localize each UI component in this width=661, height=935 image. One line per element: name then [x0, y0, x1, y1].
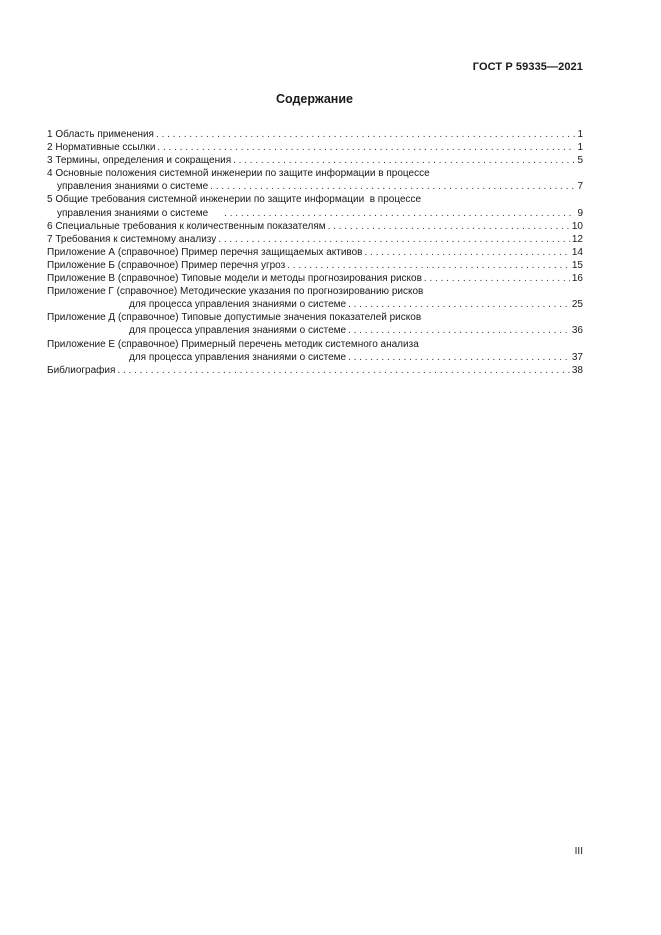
toc-entry-page: 5: [577, 155, 583, 167]
toc-entry[interactable]: [47, 128, 583, 141]
toc-entry[interactable]: [47, 246, 583, 259]
toc-entry-title: Приложение Б (справочное) Пример перечня угроз: [47, 259, 286, 271]
toc-entry[interactable]: [47, 167, 583, 193]
toc-leader-dots: [218, 233, 570, 246]
toc-line: [47, 128, 583, 141]
toc-leader-dots: [117, 364, 569, 377]
toc-entry-title: Библиография: [47, 364, 116, 376]
table-of-contents: [47, 128, 583, 377]
toc-entry-page: 16: [571, 273, 583, 285]
toc-line: [47, 338, 583, 351]
toc-entry[interactable]: [47, 364, 583, 377]
toc-line: [47, 285, 583, 298]
toc-line: [47, 233, 583, 246]
toc-entry-title: Приложение А (справочное) Пример перечня защищаемых активов: [47, 246, 363, 258]
toc-leader-dots: [224, 207, 575, 220]
toc-entry-title-continued: для процесса управления знаниями о системе: [129, 351, 347, 363]
document-code: ГОСТ Р 59335—2021: [472, 61, 583, 73]
toc-entry[interactable]: [47, 311, 583, 337]
toc-entry-title: 6 Специальные требования к количественным показателям: [47, 220, 326, 232]
toc-entry-title: Приложение В (справочное) Типовые модели и методы прогнозирования рисков: [47, 273, 422, 285]
toc-title: Содержание: [275, 92, 353, 106]
toc-line: [47, 207, 583, 220]
toc-leader-dots: [365, 246, 570, 259]
toc-leader-dots: [328, 220, 570, 233]
toc-line: [47, 193, 583, 206]
toc-entry[interactable]: [47, 233, 583, 246]
toc-leader-dots: [157, 141, 575, 154]
toc-entry-title: 1 Область применения: [47, 129, 154, 140]
toc-leader-dots: [210, 180, 575, 193]
toc-line: [47, 154, 583, 167]
toc-entry-page: 36: [571, 325, 583, 337]
toc-entry-title-continued: для процесса управления знаниями о системе: [129, 299, 347, 311]
toc-line: [47, 167, 583, 180]
toc-line: [47, 272, 583, 285]
toc-leader-dots: [156, 128, 575, 141]
toc-line: [47, 246, 583, 259]
toc-entry-title: Приложение Г (справочное) Методические указания по прогнозированию рисков: [47, 286, 424, 298]
toc-leader-dots: [348, 324, 570, 337]
toc-entry-title: 3 Термины, определения и сокращения: [47, 155, 232, 167]
toc-entry-page: 9: [577, 207, 583, 219]
toc-entry[interactable]: [47, 154, 583, 167]
toc-entry-title: 5 Общие требования системной инженерии по защите информации в процессе: [47, 194, 422, 206]
toc-entry-title: Приложение Е (справочное) Примерный перечень методик системного анализа: [47, 338, 419, 350]
toc-leader-dots: [348, 351, 570, 364]
toc-entry-title-continued: управления знаниями о системе: [57, 207, 209, 219]
toc-leader-dots: [287, 259, 570, 272]
toc-entry-title-continued: управления знаниями о системе: [57, 181, 209, 193]
toc-entry[interactable]: [47, 141, 583, 154]
toc-line: [47, 220, 583, 233]
toc-line: [47, 180, 583, 193]
toc-entry-page: 12: [571, 233, 583, 245]
toc-entry-page: 15: [571, 259, 583, 271]
toc-entry-title: 4 Основные положения системной инженерии по защите информации в процессе: [47, 168, 430, 180]
toc-entry-page: 10: [571, 220, 583, 232]
toc-entry-page: 37: [571, 351, 583, 363]
toc-entry[interactable]: [47, 272, 583, 285]
toc-line: [47, 141, 583, 154]
toc-line: [47, 351, 583, 364]
toc-entry-title: Приложение Д (справочное) Типовые допустимые значения показателей рисков: [47, 312, 422, 324]
toc-entry[interactable]: [47, 285, 583, 311]
toc-entry-page: 14: [571, 246, 583, 258]
toc-line: [47, 364, 583, 377]
toc-entry-page: 1: [577, 129, 583, 140]
toc-entry[interactable]: [47, 193, 583, 219]
toc-entry[interactable]: [47, 220, 583, 233]
toc-entry-page: 7: [577, 181, 583, 193]
toc-leader-dots: [424, 272, 570, 285]
toc-line: [47, 324, 583, 337]
toc-entry-page: 1: [577, 142, 583, 154]
toc-entry-page: 25: [571, 299, 583, 311]
toc-entry[interactable]: [47, 338, 583, 364]
page-number: III: [574, 846, 583, 857]
toc-leader-dots: [348, 298, 570, 311]
toc-line: [47, 298, 583, 311]
toc-leader-dots: [233, 154, 575, 167]
toc-entry-title: 7 Требования к системному анализу: [47, 233, 217, 245]
toc-line: [47, 311, 583, 324]
toc-entry-title-continued: для процесса управления знаниями о системе: [129, 325, 347, 337]
toc-entry[interactable]: [47, 259, 583, 272]
toc-entry-title: 2 Нормативные ссылки: [47, 142, 156, 154]
toc-entry-page: 38: [571, 364, 583, 376]
toc-line: [47, 259, 583, 272]
